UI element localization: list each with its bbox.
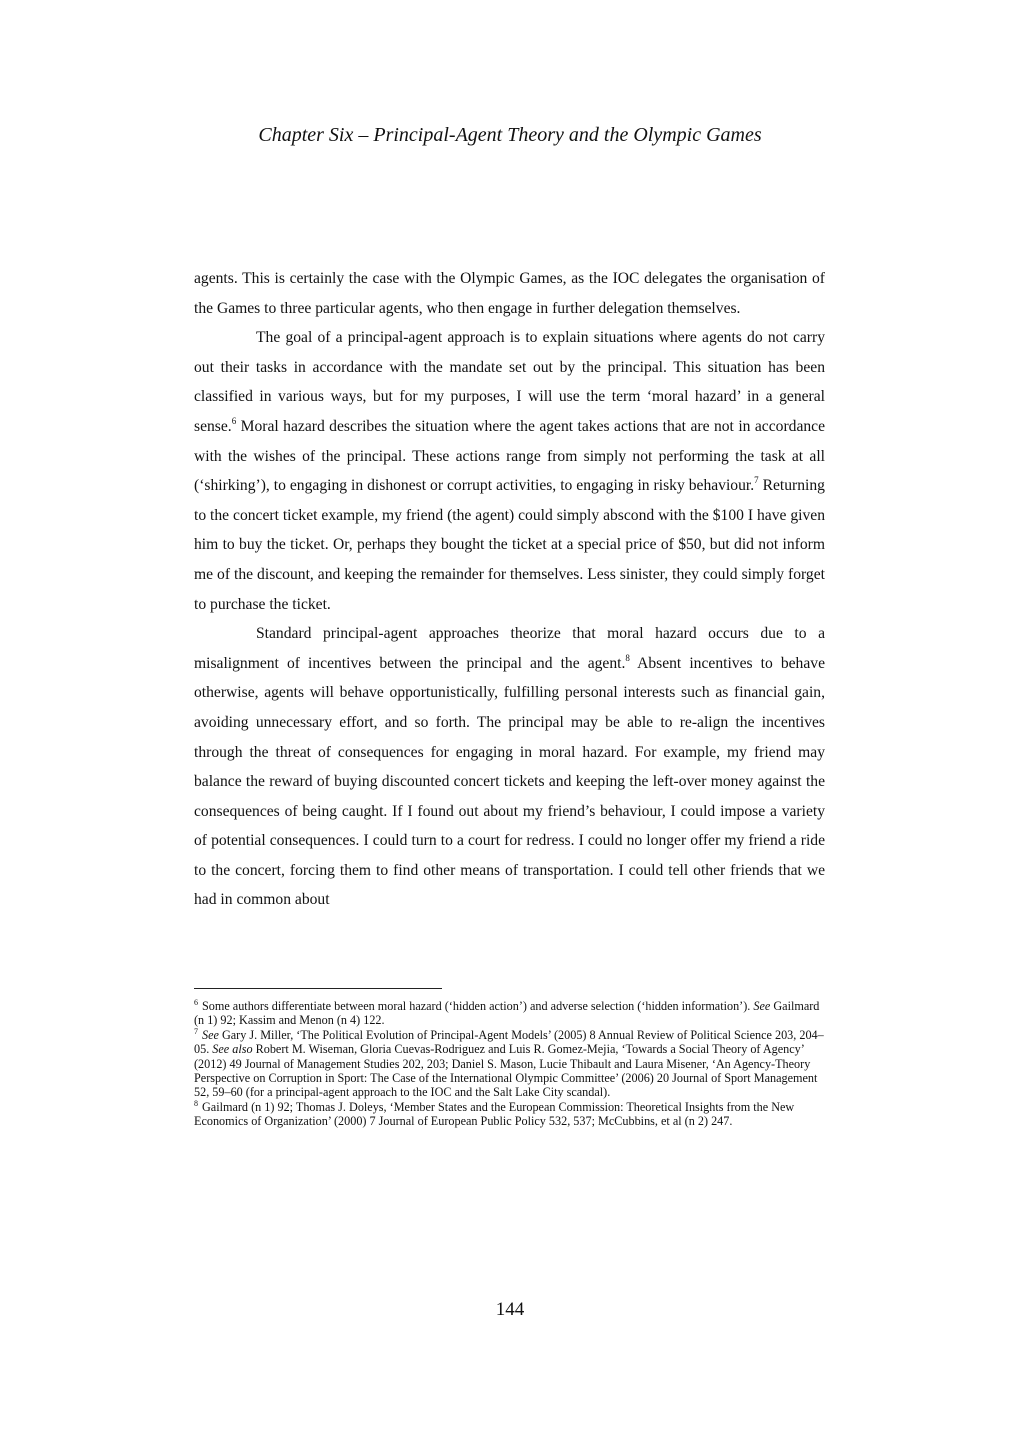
paragraph-2 xyxy=(194,323,825,619)
footnote-text: Gailmard (n 1) 92; Kassim and Menon (n 4) 122. xyxy=(194,999,820,1028)
footnote-text: Gary J. Miller, ‘The Political Evolution of Principal-Agent Models’ (2005) 8 Annual Review of Political Science 203, 204–05. xyxy=(194,1027,824,1057)
paragraph-3-part-b: Absent incentives to behave otherwise, agents will behave opportunistically, fulfilling personal interests such as financial gain, avoiding unnecessary effort, and so forth. The principal may be able to re-align the incentives through the threat of consequences for engaging in moral hazard. For example, my friend may balance the reward of buying discounted concert tickets and keeping the left-over money against the consequences of being caught. If I found out about my friend’s behaviour, I could impose a variety of potential consequences. I could turn to a court for redress. I could no longer offer my friend a ride to the concert, forcing them to find other means of transportation. I could tell other friends that we had in common about xyxy=(194,654,825,909)
footnote-7 xyxy=(194,1028,825,1100)
paragraph-2-part-a: The goal of a principal-agent approach is to explain situations where agents do not carry out their tasks in accordance with the mandate set out by the principal. This situation has been classified in various ways, but for my purposes, I will use the term ‘moral hazard’ in a general sense. xyxy=(194,329,825,435)
footnote-signal: See xyxy=(202,1027,219,1042)
main-text xyxy=(194,264,825,915)
paragraph-3-part-a: Standard principal-agent approaches theorize that moral hazard occurs due to a misalignment of incentives between the principal and the agent. xyxy=(194,625,825,672)
footnote-text: Some authors differentiate between moral hazard (‘hidden action’) and adverse selection (‘hidden information’). xyxy=(202,999,754,1013)
footnote-text: Gailmard (n 1) 92; Thomas J. Doleys, ‘Member States and the European Commission: Theoretical Insights from the New Economics of Organization’ (2000) 7 Journal of European Public Policy 532, 537; McCubbins, et al (n 2) 247. xyxy=(194,1099,795,1129)
footnote-ref-7[interactable]: 7 xyxy=(754,475,759,486)
page-number: 144 xyxy=(495,1299,525,1320)
footnote-number: 7 xyxy=(194,1026,198,1036)
paragraph-2-part-c: Returning to the concert ticket example, my friend (the agent) could simply abscond with the $100 I have given him to buy the ticket. Or, perhaps they bought the ticket at a special price of $50, but did not inform me of the discount, and keeping the remainder for themselves. Less sinister, they could simply forget to purchase the ticket. xyxy=(194,477,825,613)
footnote-number: 8 xyxy=(194,1098,198,1108)
footnote-ref-8[interactable]: 8 xyxy=(625,652,630,663)
paragraph-3 xyxy=(194,619,825,915)
footnote-divider xyxy=(194,988,442,989)
running-head: Chapter Six – Principal-Agent Theory and the Olympic Games xyxy=(258,124,762,146)
footnote-text: Robert M. Wiseman, Gloria Cuevas-Rodriguez and Luis R. Gomez-Mejia, ‘Towards a Social Theory of Agency’ (2012) 49 Journal of Management Studies 202, 203; Daniel S. Mason, Lucie Thibault and Laura Misener, ‘An Agency-Theory Perspective on Corruption in Sport: The Case of the International Olympic Committee’ (2006) 20 Journal of Sport Management 52, 59–60 (for a principal-agent approach to the IOC and the Salt Lake City scandal). xyxy=(194,1042,818,1100)
paragraph-1: agents. This is certainly the case with the Olympic Games, as the IOC delegates the organisation of the Games to three particular agents, who then engage in further delegation themselves. xyxy=(194,270,825,317)
footnote-ref-6[interactable]: 6 xyxy=(231,415,237,426)
footnote-signal: See xyxy=(753,999,771,1013)
paragraph-2-part-b: Moral hazard describes the situation where the agent takes actions that are not in accordance with the wishes of the principal. These actions range from simply not performing the task at all (‘shirking’), to engaging in dishonest or corrupt activities, to engaging in risky behaviour. xyxy=(194,417,825,495)
footnote-number: 6 xyxy=(194,998,198,1007)
footnote-signal: See also xyxy=(212,1042,253,1057)
footnotes xyxy=(194,999,825,1129)
footnote-8 xyxy=(194,1100,825,1129)
footnote-6 xyxy=(194,999,825,1028)
